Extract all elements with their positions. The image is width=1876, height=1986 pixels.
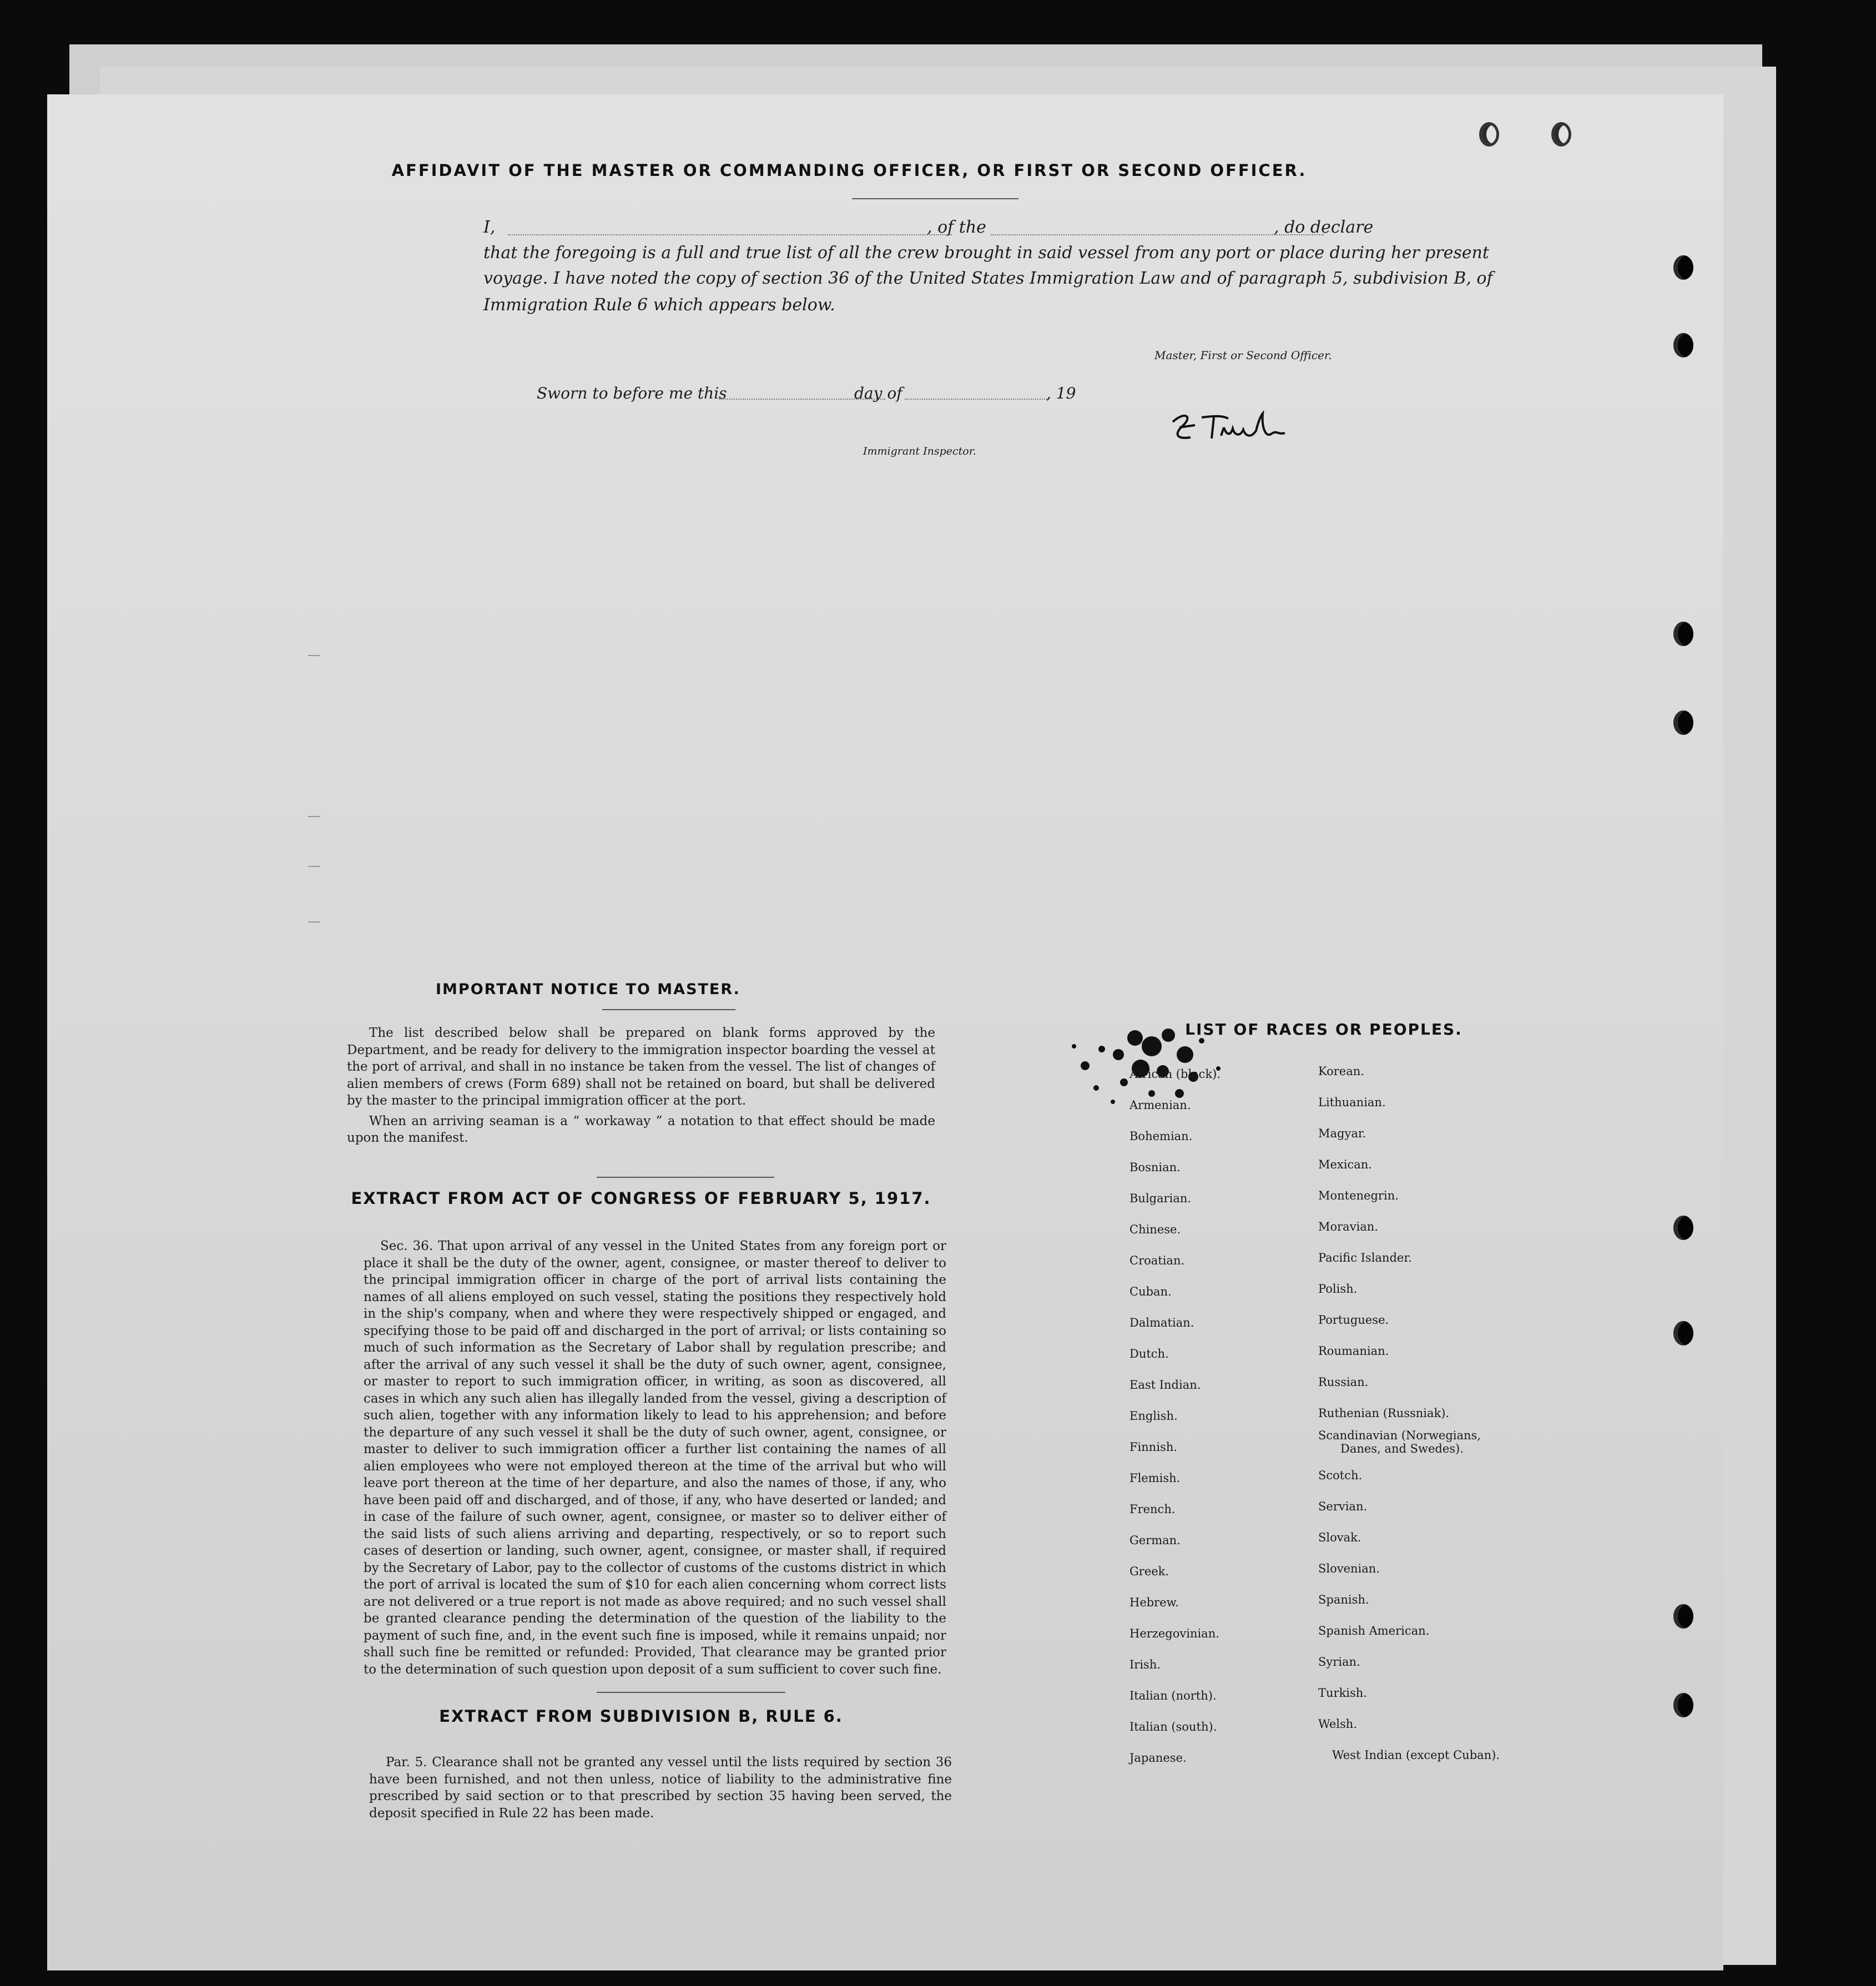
race-item: West Indian (except Cuban). (1332, 1748, 1500, 1762)
race-item: German. (1129, 1534, 1181, 1547)
race-item: Italian (south). (1129, 1720, 1217, 1733)
divider (597, 1692, 785, 1693)
punch-hole (1673, 333, 1693, 357)
race-item: Slovak. (1318, 1531, 1361, 1544)
race-item: Croatian. (1129, 1254, 1185, 1267)
divider (602, 1009, 735, 1010)
race-item: Mexican. (1318, 1158, 1372, 1171)
month-blank[interactable] (905, 399, 1049, 400)
divider (597, 1177, 774, 1178)
race-item: Moravian. (1318, 1220, 1379, 1233)
race-item: Flemish. (1129, 1471, 1181, 1485)
race-item: Scotch. (1318, 1469, 1363, 1482)
race-item: Spanish. (1318, 1593, 1369, 1606)
divider (852, 198, 1018, 199)
race-item: Syrian. (1318, 1655, 1360, 1669)
signature-caption: Master, First or Second Officer. (1154, 349, 1332, 362)
race-item: Korean. (1318, 1065, 1364, 1078)
sworn-year: , 19 (1046, 384, 1076, 402)
notice-title: IMPORTANT NOTICE TO MASTER. (436, 981, 740, 998)
race-item: Russian. (1318, 1375, 1369, 1389)
notice-paragraph-1: The list described below shall be prepared on blank forms approved by the Department, and be ready for delivery to the immigration inspector boarding the vessel at the port of arrival, and shall in no instance be taken from the vessel. The list of changes of alien members of crews (Form 689) shall not be retained on board, but shall be delivered by the master to the principal immigration officer at the port. (347, 1026, 935, 1108)
officer-signature (1163, 405, 1290, 455)
punch-hole (1673, 1321, 1693, 1345)
race-item: Montenegrin. (1318, 1189, 1399, 1202)
race-item-continuation: Danes, and Swedes). (1340, 1442, 1464, 1455)
notice-body (347, 1025, 935, 1147)
race-item: Finnish. (1129, 1440, 1178, 1454)
race-item: Bulgarian. (1129, 1192, 1192, 1205)
rule-title: EXTRACT FROM SUBDIVISION B, RULE 6. (439, 1707, 843, 1726)
margin-tick (308, 655, 320, 656)
race-item: Bohemian. (1129, 1130, 1193, 1143)
race-item: English. (1129, 1409, 1178, 1423)
race-item: Magyar. (1318, 1127, 1366, 1140)
punch-hole (1673, 622, 1693, 646)
punch-hole (1673, 1216, 1693, 1240)
race-item: Welsh. (1318, 1717, 1357, 1731)
race-item: Chinese. (1129, 1223, 1181, 1236)
margin-tick (308, 866, 320, 867)
race-item: Spanish American. (1318, 1624, 1430, 1637)
notice-paragraph-2: When an arriving seaman is a “ workaway ” a notation to that effect should be made upon the manifest. (347, 1113, 935, 1145)
race-item: Japanese. (1129, 1751, 1187, 1765)
affidavit-do-declare: , do declare (1274, 218, 1374, 237)
sworn-day-of: day of (854, 384, 902, 402)
affidavit-i: I, (483, 218, 496, 237)
race-item: Ruthenian (Russniak). (1318, 1407, 1450, 1420)
race-item: Turkish. (1318, 1686, 1367, 1700)
race-item: Cuban. (1129, 1285, 1172, 1298)
affidavit-line2: that the foregoing is a full and true list of all the crew brought in said vessel from any port or place during her present (483, 243, 1489, 263)
race-item: Bosnian. (1129, 1161, 1181, 1174)
paragraph-5-text: Par. 5. Clearance shall not be granted any vessel until the lists required by section 36 have been furnished, and not then unless, notice of liability to the administrative fine prescribed by said section or to that prescribed by section 35 having been served, the deposit specified in Rule 22 has been made. (369, 1755, 952, 1821)
race-item: African (black). (1129, 1067, 1221, 1081)
inspector-caption: Immigrant Inspector. (863, 445, 976, 457)
race-item: Slovenian. (1318, 1562, 1380, 1575)
race-item: Dalmatian. (1129, 1316, 1194, 1329)
race-item: Pacific Islander. (1318, 1251, 1412, 1264)
race-item: Italian (north). (1129, 1689, 1217, 1702)
race-item: Irish. (1129, 1658, 1161, 1671)
race-item: Lithuanian. (1318, 1096, 1386, 1109)
punch-hole (1479, 122, 1499, 147)
race-item: French. (1129, 1503, 1176, 1516)
name-blank[interactable] (508, 234, 952, 235)
punch-hole (1673, 255, 1693, 280)
race-item: Greek. (1129, 1565, 1169, 1578)
race-item: Dutch. (1129, 1347, 1169, 1360)
affidavit-of-the: , of the (927, 218, 986, 237)
race-item: Polish. (1318, 1282, 1358, 1296)
race-item: Herzegovinian. (1129, 1627, 1219, 1640)
document-page (47, 94, 1723, 1970)
race-item: East Indian. (1129, 1378, 1201, 1392)
punch-hole (1673, 1693, 1693, 1717)
races-title: LIST OF RACES OR PEOPLES. (1185, 1020, 1463, 1039)
sworn-prefix: Sworn to before me this (537, 384, 727, 402)
race-item: Portuguese. (1318, 1313, 1389, 1327)
section-36-text: Sec. 36. That upon arrival of any vessel in the United States from any foreign port or place it shall be the duty of the owner, agent, consignee, or master thereof to deliver to the principal immigration officer in charge of the port of arrival lists containing the names of all aliens employed on such vessel, stating the positions they respectively hold in the ship's company, when and where they were respectively shipped or engaged, and specifying those to be paid off and discharged in the port of arrival; or lists containing so much of such information as the Secretary of Labor shall by regulation prescribe; and after the arrival of any such vessel it shall be the duty of such owner, agent, consignee, or master to report to such immigration officer, in writing, as soon as discovered, all cases in which any such alien has illegally landed from the vessel, giving a description of such alien, together with any information likely to lead to his apprehension; and before the departure of any such vessel it shall be the duty of such owner, agent, consignee, or master to deliver to such immigration officer a further list containing the names of all alien employees who were not employed thereon at the time of the arrival but who will leave port thereon at the time of her departure, and also the names of those, if any, who have been paid off and discharged, and of those, if any, who have deserted or landed; and in case of the failure of such owner, agent, consignee, or master so to deliver either of the said lists of such aliens arriving and departing, respectively, or so to report such cases of desertion or landing, such owner, agent, consignee, or master shall, if required by the Secretary of Labor, pay to the collector of customs of the customs district in which the port of arrival is located the sum of $10 for each alien concerning whom correct lists are not delivered or a true report is not made as above required; and no such vessel shall be granted clearance pending the determination of the question of the liability to the payment of such fine, and, in the event such fine is imposed, while it remains unpaid; nor shall such fine be remitted or refunded: Provided, That clearance may be granted prior to the determination of such question upon deposit of a sum sufficient to cover such fine. (364, 1239, 946, 1677)
margin-tick (308, 816, 320, 817)
race-item: Scandinavian (Norwegians, (1318, 1429, 1481, 1442)
rule-text (369, 1754, 952, 1822)
race-item: Armenian. (1129, 1098, 1191, 1112)
affidavit-title: AFFIDAVIT OF THE MASTER OR COMMANDING OFFICER, OR FIRST OR SECOND OFFICER. (391, 161, 1307, 180)
margin-tick (308, 921, 320, 923)
punch-hole (1673, 710, 1693, 735)
affidavit-line3: voyage. I have noted the copy of section 36 of the United States Immigration Law and of paragraph 5, subdivision B, of (483, 269, 1493, 288)
race-item: Hebrew. (1129, 1596, 1179, 1609)
race-item: Roumanian. (1318, 1344, 1389, 1358)
act-title: EXTRACT FROM ACT OF CONGRESS OF FEBRUARY 5, 1917. (351, 1189, 931, 1208)
affidavit-line4: Immigration Rule 6 which appears below. (483, 295, 835, 315)
punch-hole (1551, 122, 1571, 147)
act-text (364, 1238, 946, 1678)
punch-hole (1673, 1604, 1693, 1629)
race-item: Servian. (1318, 1500, 1368, 1513)
